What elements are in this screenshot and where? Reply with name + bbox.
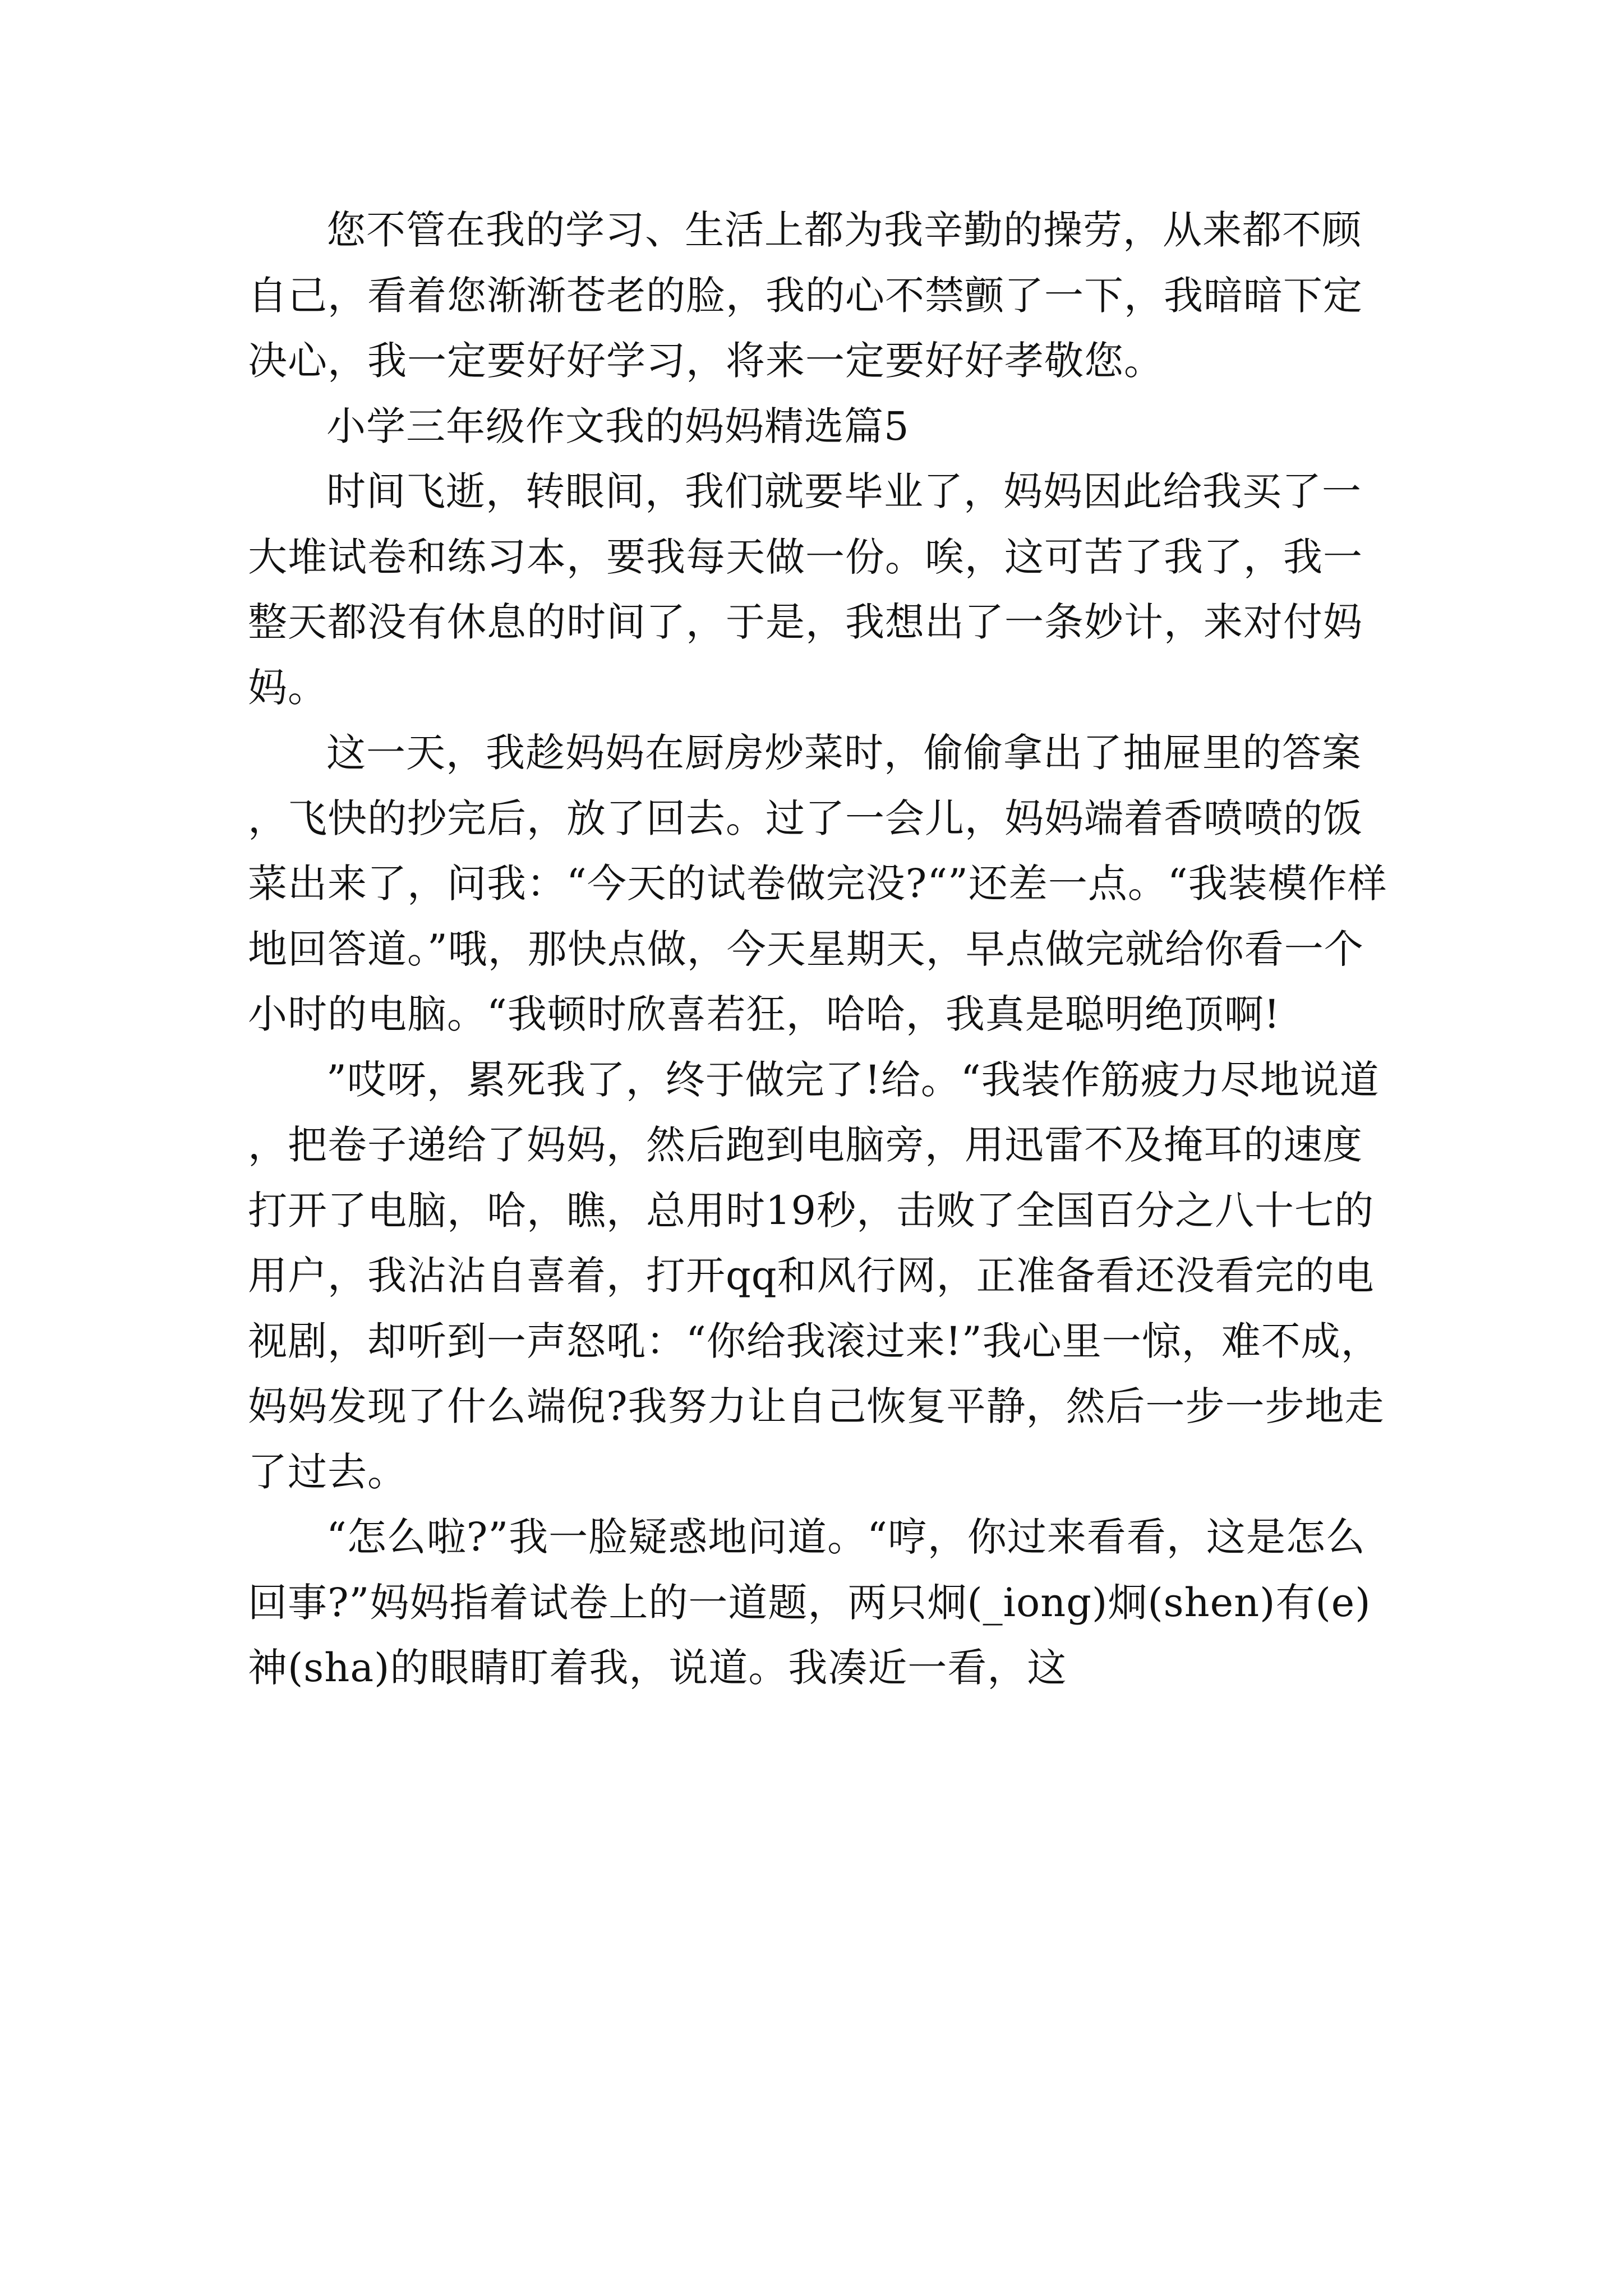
paragraph: “怎么啦?”我一脸疑惑地问道。“哼，你过来看看，这是怎么回事?”妈妈指着试卷上的一道题，两只炯(_iong)炯(shen)有(e)神(sha)的眼睛盯着我，说道。我凑近一看，这 [248, 1514, 1371, 1691]
paragraph: 这一天，我趁妈妈在厨房炒菜时，偷偷拿出了抽屉里的答案，飞快的抄完后，放了回去。过了一会儿，妈妈端着香喷喷的饭菜出来了，问我：“今天的试卷做完没?“”还差一点。“我装模作样地回答道。”哦，那快点做，今天星期天，早点做完就给你看一个小时的电脑。“我顿时欣喜若狂，哈哈，我真是聪明绝顶啊! [248, 730, 1387, 1037]
section-heading: 小学三年级作文我的妈妈精选篇5 [326, 403, 910, 449]
paragraph: 时间飞逝，转眼间，我们就要毕业了，妈妈因此给我买了一大堆试卷和练习本，要我每天做一份。唉，这可苦了我了，我一整天都没有休息的时间了，于是，我想出了一条妙计，来对付妈妈。 [248, 468, 1363, 711]
paragraph: ”哎呀，累死我了，终于做完了!给。“我装作筋疲力尽地说道，把卷子递给了妈妈，然后跑到电脑旁，用迅雷不及掩耳的速度打开了电脑，哈，瞧，总用时19秒，击败了全国百分之八十七的用户，我沾沾自喜着，打开qq和风行网，正准备看还没看完的电视剧，却听到一声怒吼：“你给我滚过来!”我心里一惊，难不成，妈妈发现了什么端倪?我努力让自己恢复平静，然后一步一步地走了过去。 [248, 1056, 1385, 1495]
document-body [248, 197, 1389, 1701]
paragraph: 您不管在我的学习、生活上都为我辛勤的操劳，从来都不顾自己，看着您渐渐苍老的脸，我的心不禁颤了一下，我暗暗下定决心，我一定要好好学习，将来一定要好好孝敬您。 [248, 207, 1363, 384]
